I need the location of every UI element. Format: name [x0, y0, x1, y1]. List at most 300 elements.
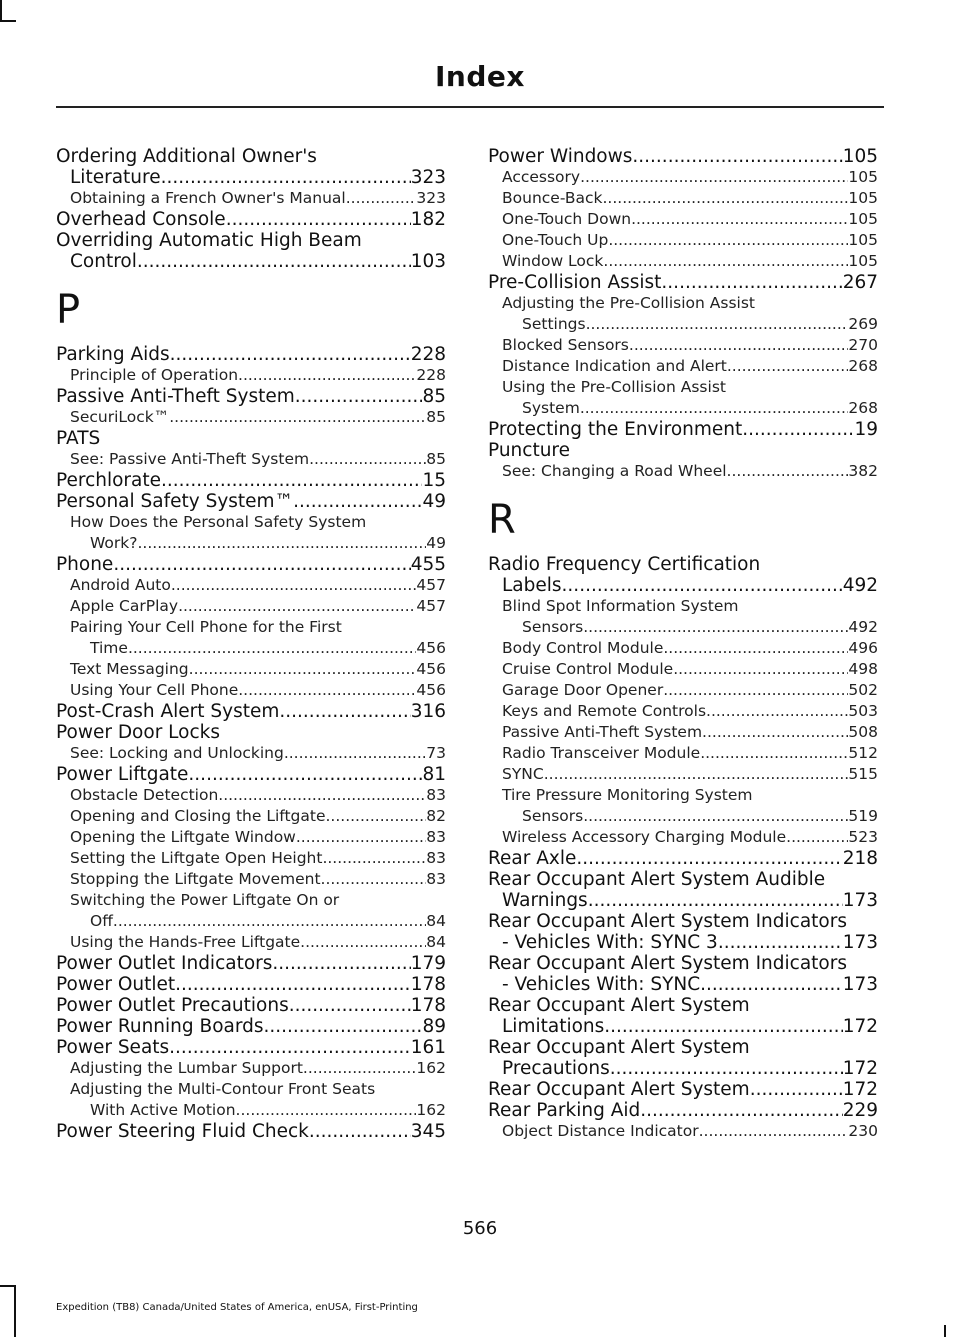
leader-dots [113, 554, 410, 575]
entry-label: Setting the Liftgate Open Height [70, 849, 323, 867]
entry-label: Object Distance Indicator [502, 1122, 699, 1140]
entry-page-number[interactable]: 103 [410, 251, 446, 272]
entry-page-number[interactable]: 316 [410, 701, 446, 722]
entry-label: Accessory [502, 168, 581, 186]
page-title: Index [435, 60, 525, 93]
leader-dots [113, 911, 426, 932]
index-entry[interactable] [56, 659, 446, 680]
index-heading[interactable]: Puncture [488, 440, 571, 461]
leader-dots [661, 272, 842, 293]
leader-dots [604, 1016, 842, 1037]
entry-page-number[interactable]: 105 [842, 146, 878, 167]
index-heading[interactable]: Ordering Additional Owner's [56, 146, 317, 167]
index-entry[interactable] [56, 1121, 446, 1142]
entry-page-number[interactable]: 456 [416, 660, 446, 678]
entry-label: Personal Safety System™ [56, 491, 294, 512]
crop-mark-bottom-left-v [14, 1285, 16, 1337]
entry-label: See: Passive Anti-Theft System [70, 450, 310, 468]
entry-page-number[interactable]: 89 [422, 1016, 446, 1037]
leader-dots [580, 167, 848, 188]
r-entries [488, 554, 878, 1142]
index-entry[interactable] [488, 398, 878, 419]
entry-label: Power Seats [56, 1037, 170, 1058]
entry-page-number[interactable]: 82 [426, 807, 446, 825]
index-entry[interactable] [56, 638, 446, 659]
entry-label: Power Steering Fluid Check [56, 1121, 309, 1142]
index-entry[interactable] [488, 356, 878, 377]
leader-dots [137, 251, 411, 272]
leader-dots [588, 890, 843, 911]
leader-dots [295, 386, 423, 407]
index-entry[interactable] [488, 188, 878, 209]
entry-page-number[interactable]: 81 [422, 764, 446, 785]
index-entry[interactable] [488, 890, 878, 911]
entry-label: See: Changing a Road Wheel [502, 462, 727, 480]
index-entry[interactable] [56, 743, 446, 764]
entry-page-number[interactable]: 268 [848, 357, 878, 375]
leader-dots [279, 701, 410, 722]
crop-mark-bottom-right [944, 1325, 946, 1337]
leader-dots [189, 659, 417, 680]
entry-label: Warnings [502, 890, 588, 911]
index-entry[interactable] [56, 449, 446, 470]
index-entry[interactable] [488, 1058, 878, 1079]
entry-label: Blocked Sensors [502, 336, 629, 354]
index-entry[interactable] [488, 743, 878, 764]
index-entry[interactable] [56, 386, 446, 407]
entry-label: One-Touch Up [502, 231, 609, 249]
entry-label: Power Running Boards [56, 1016, 264, 1037]
index-entry[interactable] [488, 146, 878, 167]
index-entry[interactable] [488, 272, 878, 293]
entry-page-number[interactable]: 519 [848, 807, 878, 825]
leader-dots [608, 230, 848, 251]
leader-dots [293, 491, 422, 512]
index-entry[interactable] [488, 722, 878, 743]
index-entry[interactable] [488, 806, 878, 827]
index-entry[interactable] [56, 785, 446, 806]
entry-page-number[interactable]: 228 [416, 366, 446, 384]
index-heading[interactable]: Radio Frequency Certification [488, 554, 761, 575]
index-heading[interactable]: Tire Pressure Monitoring System [502, 786, 753, 804]
index-entry[interactable] [56, 407, 446, 428]
entry-page-number[interactable]: 269 [848, 315, 878, 333]
entry-page-number[interactable]: 83 [426, 849, 446, 867]
index-entry[interactable] [56, 188, 446, 209]
entry-label: Time [90, 639, 128, 657]
entry-label: Distance Indication and Alert [502, 357, 727, 375]
index-entry[interactable] [56, 701, 446, 722]
entry-page-number[interactable]: 49 [426, 534, 446, 552]
index-entry[interactable] [56, 554, 446, 575]
leader-dots [699, 1121, 849, 1142]
entry-page-number[interactable]: 172 [842, 1058, 878, 1079]
leader-dots [161, 167, 411, 188]
leader-dots [169, 407, 426, 428]
entry-label: Sensors [522, 807, 584, 825]
entry-page-number[interactable]: 173 [842, 890, 878, 911]
entry-label: Protecting the Environment [488, 419, 743, 440]
index-heading[interactable]: Adjusting the Pre-Collision Assist [502, 294, 756, 312]
index-entry[interactable] [488, 335, 878, 356]
index-entry[interactable] [56, 1016, 446, 1037]
index-entry[interactable] [56, 365, 446, 386]
entry-label: Power Outlet [56, 974, 176, 995]
entry-page-number[interactable]: 218 [842, 848, 878, 869]
index-entry[interactable] [488, 1121, 878, 1142]
leader-dots [236, 1100, 417, 1121]
index-entry[interactable] [488, 659, 878, 680]
entry-page-number[interactable]: 172 [842, 1079, 878, 1100]
index-heading[interactable]: Rear Occupant Alert System [488, 995, 750, 1016]
entry-label: One-Touch Down [502, 210, 632, 228]
entry-page-number[interactable]: 345 [410, 1121, 446, 1142]
index-heading[interactable]: Adjusting the Multi-Contour Front Seats [70, 1080, 376, 1098]
index-entry[interactable] [488, 209, 878, 230]
entry-page-number[interactable]: 523 [848, 828, 878, 846]
index-entry[interactable] [488, 764, 878, 785]
index-entry[interactable] [488, 617, 878, 638]
entry-page-number[interactable]: 84 [426, 912, 446, 930]
entry-page-number[interactable]: 84 [426, 933, 446, 951]
index-heading[interactable]: PATS [56, 428, 101, 449]
entry-label: See: Locking and Unlocking [70, 744, 284, 762]
index-entry[interactable] [488, 701, 878, 722]
header-divider [56, 106, 884, 108]
entry-label: Rear Occupant Alert System [488, 1079, 750, 1100]
entry-label: Window Lock [502, 252, 604, 270]
index-entry[interactable] [56, 575, 446, 596]
leader-dots [700, 743, 848, 764]
entry-label: With Active Motion [90, 1101, 236, 1119]
leader-dots [718, 932, 843, 953]
entry-page-number[interactable]: 15 [422, 470, 446, 491]
entry-page-number[interactable]: 162 [416, 1059, 446, 1077]
entry-page-number[interactable]: 492 [848, 618, 878, 636]
entry-label: SecuriLock™ [70, 408, 170, 426]
entry-page-number[interactable]: 496 [848, 639, 878, 657]
leader-dots [544, 764, 849, 785]
leader-dots [583, 806, 848, 827]
index-entry[interactable] [488, 848, 878, 869]
leader-dots [727, 356, 849, 377]
entry-page-number[interactable]: 456 [416, 681, 446, 699]
entry-page-number[interactable]: 515 [848, 765, 878, 783]
entry-page-number[interactable]: 161 [410, 1037, 446, 1058]
entry-page-number[interactable]: 172 [842, 1016, 878, 1037]
entry-page-number[interactable]: 83 [426, 828, 446, 846]
entry-label: SYNC [502, 765, 544, 783]
index-entry[interactable] [56, 911, 446, 932]
entry-label: Pre-Collision Assist [488, 272, 662, 293]
index-heading[interactable]: Rear Occupant Alert System [488, 1037, 750, 1058]
leader-dots [700, 974, 843, 995]
leader-dots [264, 1016, 423, 1037]
leader-dots [309, 449, 426, 470]
entry-label: Settings [522, 315, 586, 333]
entry-page-number[interactable]: 503 [848, 702, 878, 720]
leader-dots [238, 365, 416, 386]
entry-page-number[interactable]: 268 [848, 399, 878, 417]
index-entry[interactable] [488, 638, 878, 659]
index-entry[interactable] [56, 764, 446, 785]
index-entry[interactable] [488, 827, 878, 848]
index-entry[interactable] [56, 995, 446, 1016]
index-entry[interactable] [56, 533, 446, 554]
leader-dots [137, 533, 426, 554]
entry-label: Labels [502, 575, 562, 596]
entry-label: Text Messaging [70, 660, 189, 678]
entry-page-number[interactable]: 498 [848, 660, 878, 678]
leader-dots [583, 617, 848, 638]
leader-dots [296, 827, 426, 848]
entry-label: Radio Transceiver Module [502, 744, 701, 762]
crop-mark-top-left-h [0, 20, 16, 22]
entry-label: Adjusting the Lumbar Support [70, 1059, 303, 1077]
entry-label: Body Control Module [502, 639, 664, 657]
index-heading[interactable]: Using the Pre-Collision Assist [502, 378, 726, 396]
entry-page-number[interactable]: 173 [842, 974, 878, 995]
index-entry[interactable] [488, 167, 878, 188]
leader-dots [322, 848, 426, 869]
index-entry[interactable] [56, 680, 446, 701]
index-heading[interactable]: Rear Occupant Alert System Indicators [488, 953, 847, 974]
index-entry[interactable] [56, 1058, 446, 1079]
page-number: 566 [462, 1218, 498, 1239]
entry-page-number[interactable]: 492 [842, 575, 878, 596]
entry-page-number[interactable]: 179 [410, 953, 446, 974]
index-entry[interactable] [56, 470, 446, 491]
entry-label: Stopping the Liftgate Movement [70, 870, 321, 888]
entry-page-number[interactable]: 105 [848, 252, 878, 270]
entry-label: Passive Anti-Theft System [56, 386, 295, 407]
entry-page-number[interactable]: 83 [426, 870, 446, 888]
index-entry[interactable] [56, 344, 446, 365]
entry-label: Perchlorate [56, 470, 162, 491]
entry-page-number[interactable]: 457 [416, 597, 446, 615]
leader-dots [218, 785, 426, 806]
index-heading[interactable]: Overriding Automatic High Beam [56, 230, 362, 251]
section-letter-p: P [56, 287, 81, 333]
entry-page-number[interactable]: 73 [426, 744, 446, 762]
entry-page-number[interactable]: 270 [848, 336, 878, 354]
leader-dots [603, 188, 849, 209]
entry-label: Off [90, 912, 113, 930]
leader-dots [326, 806, 427, 827]
entry-label: Using Your Cell Phone [70, 681, 239, 699]
index-entry[interactable] [56, 1100, 446, 1121]
entry-page-number[interactable]: 502 [848, 681, 878, 699]
index-heading[interactable]: Pairing Your Cell Phone for the First [70, 618, 342, 636]
index-entry[interactable] [488, 1079, 878, 1100]
leader-dots [175, 974, 411, 995]
entry-label: Post-Crash Alert System [56, 701, 280, 722]
entry-label: Obstacle Detection [70, 786, 219, 804]
leader-dots [289, 995, 411, 1016]
index-entry[interactable] [488, 680, 878, 701]
entry-label: Sensors [522, 618, 584, 636]
index-heading[interactable]: Switching the Power Liftgate On or [70, 891, 340, 909]
leader-dots [226, 209, 411, 230]
leader-dots [786, 827, 848, 848]
leader-dots [663, 680, 848, 701]
leader-dots [742, 419, 854, 440]
leader-dots [178, 596, 416, 617]
leader-dots [238, 680, 416, 701]
index-column-left [56, 146, 446, 1142]
index-entry[interactable] [488, 974, 878, 995]
entry-label: Limitations [502, 1016, 605, 1037]
index-entry[interactable] [488, 230, 878, 251]
entry-page-number[interactable]: 105 [848, 189, 878, 207]
leader-dots [750, 1079, 843, 1100]
leader-dots [727, 461, 849, 482]
entry-page-number[interactable]: 178 [410, 974, 446, 995]
index-entry[interactable] [56, 932, 446, 953]
leader-dots [702, 722, 848, 743]
entry-page-number[interactable]: 229 [842, 1100, 878, 1121]
entry-label: Power Liftgate [56, 764, 189, 785]
section-letter-r: R [488, 497, 516, 543]
entry-page-number[interactable]: 105 [848, 210, 878, 228]
entry-page-number[interactable]: 162 [416, 1101, 446, 1119]
index-entry[interactable] [56, 1037, 446, 1058]
entry-label: Control [70, 251, 137, 272]
leader-dots [171, 575, 417, 596]
entry-label: Rear Axle [488, 848, 577, 869]
index-heading[interactable]: Rear Occupant Alert System Audible [488, 869, 826, 890]
index-entry[interactable] [56, 167, 446, 188]
leader-dots [346, 188, 417, 209]
index-entry[interactable] [488, 1100, 878, 1121]
leader-dots [663, 638, 848, 659]
entry-label: Work? [90, 534, 138, 552]
index-entry[interactable] [488, 461, 878, 482]
index-entry[interactable] [488, 419, 878, 440]
entry-page-number[interactable]: 19 [854, 419, 878, 440]
index-entry[interactable] [488, 251, 878, 272]
leader-dots [706, 701, 848, 722]
leader-dots [631, 209, 848, 230]
leader-dots [603, 251, 848, 272]
leader-dots [562, 575, 843, 596]
entry-label: - Vehicles With: SYNC 3 [502, 932, 718, 953]
index-heading[interactable]: Power Door Locks [56, 722, 221, 743]
leader-dots [632, 146, 842, 167]
leader-dots [272, 953, 410, 974]
index-entry[interactable] [56, 974, 446, 995]
index-entry[interactable] [56, 806, 446, 827]
entry-label: Power Windows [488, 146, 633, 167]
entry-page-number[interactable]: 173 [842, 932, 878, 953]
index-entry[interactable] [56, 596, 446, 617]
leader-dots [629, 335, 849, 356]
entry-page-number[interactable]: 456 [416, 639, 446, 657]
index-entry[interactable] [56, 869, 446, 890]
index-entry[interactable] [488, 1016, 878, 1037]
entry-page-number[interactable]: 83 [426, 786, 446, 804]
index-entry[interactable] [56, 491, 446, 512]
entry-label: - Vehicles With: SYNC [502, 974, 701, 995]
entry-label: Passive Anti-Theft System [502, 723, 703, 741]
entry-label: Apple CarPlay [70, 597, 179, 615]
leader-dots [170, 344, 411, 365]
entry-label: Power Outlet Precautions [56, 995, 289, 1016]
entry-label: Literature [70, 167, 161, 188]
entry-label: Garage Door Opener [502, 681, 664, 699]
left-top-entries [56, 146, 446, 272]
entry-label: Opening the Liftgate Window [70, 828, 296, 846]
entry-label: System [522, 399, 580, 417]
entry-page-number[interactable]: 230 [848, 1122, 878, 1140]
leader-dots [586, 314, 849, 335]
index-entry[interactable] [488, 575, 878, 596]
entry-page-number[interactable]: 49 [422, 491, 446, 512]
entry-page-number[interactable]: 228 [410, 344, 446, 365]
entry-label: Parking Aids [56, 344, 170, 365]
leader-dots [640, 1100, 842, 1121]
entry-page-number[interactable]: 512 [848, 744, 878, 762]
entry-page-number[interactable]: 85 [426, 408, 446, 426]
entry-label: Rear Parking Aid [488, 1100, 641, 1121]
entry-page-number[interactable]: 455 [410, 554, 446, 575]
entry-page-number[interactable]: 105 [848, 168, 878, 186]
leader-dots [169, 1037, 411, 1058]
entry-page-number[interactable]: 323 [410, 167, 446, 188]
entry-label: Precautions [502, 1058, 610, 1079]
index-entry[interactable] [56, 953, 446, 974]
entry-page-number[interactable]: 267 [842, 272, 878, 293]
index-entry[interactable] [56, 848, 446, 869]
entry-label: Power Outlet Indicators [56, 953, 273, 974]
index-heading[interactable]: Blind Spot Information System [502, 597, 739, 615]
leader-dots [300, 932, 426, 953]
entry-page-number[interactable]: 85 [422, 386, 446, 407]
entry-label: Principle of Operation [70, 366, 239, 384]
leader-dots [284, 743, 426, 764]
leader-dots [673, 659, 848, 680]
entry-label: Opening and Closing the Liftgate [70, 807, 326, 825]
index-heading[interactable]: How Does the Personal Safety System [70, 513, 367, 531]
index-entry[interactable] [488, 314, 878, 335]
index-heading[interactable]: Rear Occupant Alert System Indicators [488, 911, 847, 932]
index-entry[interactable] [56, 251, 446, 272]
entry-page-number[interactable]: 178 [410, 995, 446, 1016]
entry-label: Wireless Accessory Charging Module [502, 828, 787, 846]
index-entry[interactable] [488, 932, 878, 953]
entry-page-number[interactable]: 323 [416, 189, 446, 207]
leader-dots [128, 638, 416, 659]
p-entries [56, 344, 446, 1142]
entry-page-number[interactable]: 457 [416, 576, 446, 594]
index-entry[interactable] [56, 209, 446, 230]
entry-page-number[interactable]: 105 [848, 231, 878, 249]
entry-label: Phone [56, 554, 114, 575]
entry-label: Obtaining a French Owner's Manual [70, 189, 346, 207]
entry-page-number[interactable]: 85 [426, 450, 446, 468]
entry-label: Android Auto [70, 576, 171, 594]
entry-page-number[interactable]: 182 [410, 209, 446, 230]
index-column-right [488, 146, 878, 1142]
leader-dots [161, 470, 422, 491]
entry-label: Bounce-Back [502, 189, 603, 207]
right-top-entries [488, 146, 878, 482]
entry-page-number[interactable]: 382 [848, 462, 878, 480]
entry-label: Keys and Remote Controls [502, 702, 707, 720]
footer-text: Expedition (TB8) Canada/United States of America, enUSA, First-Printing [56, 1302, 418, 1313]
entry-page-number[interactable]: 508 [848, 723, 878, 741]
index-entry[interactable] [56, 827, 446, 848]
